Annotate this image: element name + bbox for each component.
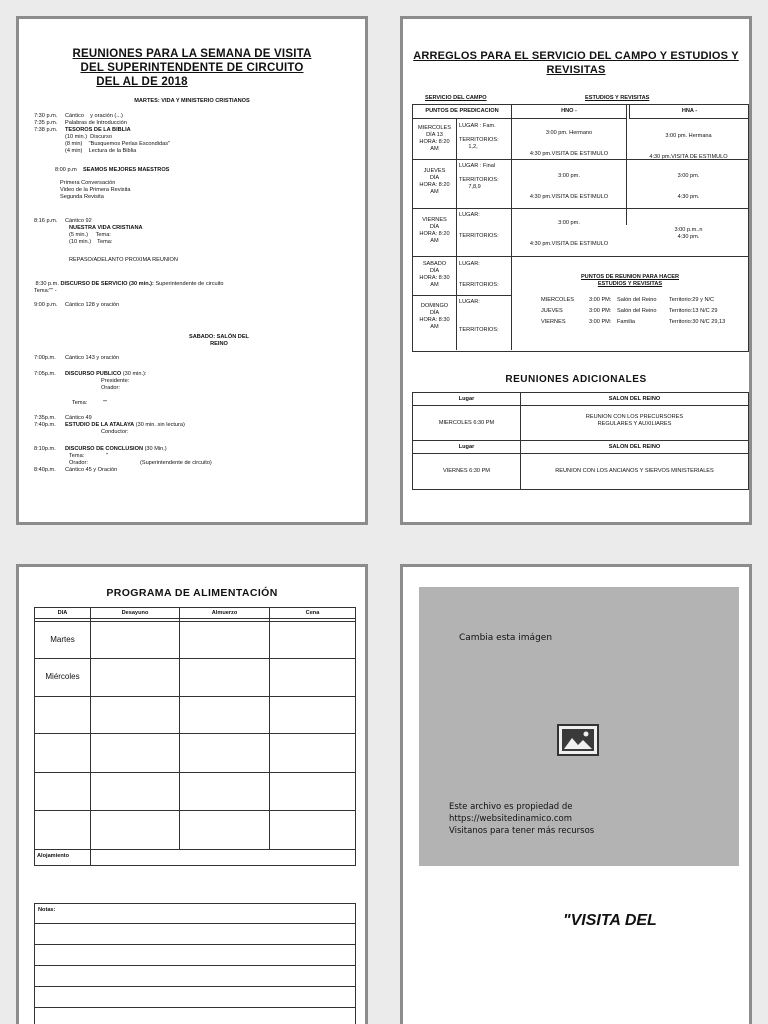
hna-cell: 3:00 pm. 4:30 pm. — [677, 173, 700, 200]
meal-col-dia: DIA — [57, 610, 68, 616]
puntos-title — [512, 274, 748, 288]
tema-line: Tema: "" — [72, 400, 107, 406]
column-divider — [456, 119, 457, 350]
row-text: Cántico 49 — [65, 415, 92, 421]
meal-program-title: PROGRAMA DE ALIMENTACIÓN — [106, 587, 278, 599]
row-time: 8:10p.m. — [34, 446, 56, 452]
row-time: 8:16 p.m. — [34, 218, 58, 224]
schedule-row — [34, 218, 92, 225]
tuesday-heading: MARTES: VIDA Y MINISTERIO CRISTIANOS — [134, 98, 250, 104]
puntos-title-line1: PUNTOS DE REUNION PARA HACER — [580, 274, 680, 280]
column-divider — [179, 608, 180, 849]
adic-col-lugar: Lugar — [458, 444, 475, 450]
meetings-title-line2: DEL SUPERINTENDENTE DE CIRCUITO — [80, 62, 304, 74]
row-text: DISCURSO PUBLICO — [65, 371, 122, 377]
page-cover — [400, 564, 752, 1024]
puntos-territorio: Territorio:13 N/C 29 — [669, 308, 718, 314]
alojamiento-label: Alojamiento — [37, 853, 70, 859]
row-note: (30 min.): — [121, 371, 147, 377]
row-text: Cántico 143 y oración — [65, 355, 120, 361]
meal-day-miercoles: Miércoles — [45, 672, 80, 681]
page-meal-program — [16, 564, 368, 1024]
row-time: 7:40p.m. — [34, 422, 56, 428]
page-meetings-schedule — [16, 16, 368, 525]
property-url: https://websitedinamico.com — [449, 814, 572, 824]
puntos-hora: 3:00 PM: — [589, 297, 612, 303]
property-notice — [449, 801, 594, 837]
row-note: (30 min. sin lectura) — [134, 422, 185, 428]
puntos-row — [541, 297, 748, 308]
orador-label: Orador: — [69, 460, 88, 466]
adicionales-title: REUNIONES ADICIONALES — [505, 374, 647, 385]
field-service-title-line1: ARREGLOS PARA EL SERVICIO DEL CAMPO Y ESTUDIOS Y — [413, 50, 739, 62]
change-image-text: Cambia esta imágen — [459, 633, 553, 643]
tema-line: Tema: " — [69, 453, 108, 459]
meetings-title-line1: REUNIONES PARA LA SEMANA DE VISITA — [72, 48, 312, 60]
adic-row2-what: REUNION CON LOS ANCIANOS Y SIERVOS MINISTERIALES — [555, 468, 714, 474]
row-text: SEAMOS MEJORES MAESTROS — [83, 167, 170, 173]
puntos-territorio: Territorio:30 N/C 29,13 — [669, 319, 726, 325]
puntos-title-line2: ESTUDIOS Y REVISITAS — [597, 281, 663, 287]
nvc-item: (10 min.) Tema: — [69, 239, 113, 245]
estudios-label: ESTUDIOS Y REVISITAS — [585, 95, 650, 101]
puntos-lugar: Salón del Reino — [617, 308, 657, 314]
maestros-item: Segunda Revisita — [60, 194, 104, 200]
maestros-item: Primera Conversación — [60, 180, 116, 186]
orador-line — [69, 460, 212, 467]
meal-day-martes: Martes — [50, 635, 75, 644]
image-placeholder-icon — [557, 724, 599, 756]
schedule-row — [34, 134, 112, 141]
adic-row2-when: VIERNES 6:30 PM — [443, 468, 490, 474]
meal-col-cena: Cena — [305, 610, 320, 616]
hna-cell: 3:00 p.m..n 4:30 pm. — [674, 227, 703, 240]
notes-line — [35, 923, 355, 924]
row-text: TESOROS DE LA BIBLIA — [65, 127, 131, 133]
row-divider — [35, 618, 355, 619]
adic-row1-what: REUNION CON LOS PRECURSORES REGULARES Y AUXILIARES — [585, 414, 684, 427]
puntos-hora: 3:00 PM: — [589, 308, 612, 314]
notes-line — [35, 944, 355, 945]
field-service-title-line2: REVISITAS — [546, 64, 606, 76]
day-cell-miercoles: MIERCOLES DÍA 13 HORA: 8:20 AM — [418, 125, 451, 152]
property-line: Visitanos para tener más recursos — [449, 826, 595, 836]
puntos-dia: VIERNES — [541, 319, 566, 325]
schedule-row — [34, 113, 123, 120]
puntos-hora: 3:00 PM: — [589, 319, 612, 325]
row-time: 8:30 p.m. — [34, 281, 59, 287]
hna-cell: 3:00 pm. Hermana 4:30 pm.VISITA DE ESTIMULO — [649, 133, 728, 160]
row-time: 7:30 p.m. — [34, 113, 58, 119]
orador-line: Orador: — [101, 385, 120, 391]
presidente-line: Presidente: — [101, 378, 130, 384]
lugar-cell: LUGAR: TERRITORIOS: — [459, 261, 499, 288]
schedule-row — [34, 127, 131, 134]
puntos-dia: MIERCOLES — [541, 297, 574, 303]
schedule-row — [34, 281, 224, 288]
puntos-list — [541, 297, 748, 330]
lugar-cell: LUGAR : Final TERRITORIOS: 7,8,9 — [459, 163, 499, 190]
column-divider — [90, 608, 91, 849]
schedule-row — [34, 467, 117, 474]
row-note: (30 Min.) — [143, 446, 167, 452]
column-divider — [269, 608, 270, 849]
puntos-row — [541, 308, 748, 319]
notes-box — [34, 903, 356, 1024]
service-grid — [412, 104, 749, 352]
property-line: Este archivo es propiedad de — [449, 802, 573, 812]
servicio-label: SERVICIO DEL CAMPO — [425, 95, 487, 101]
row-text: (8 min) "Busquemos Perlas Escondidas" — [65, 141, 171, 147]
row-divider — [35, 772, 355, 773]
row-text: Cántico y oración (...) — [65, 113, 123, 119]
image-placeholder[interactable] — [419, 587, 739, 866]
row-divider — [35, 810, 355, 811]
adic-col-salon: SALON DEL REINO — [608, 396, 661, 402]
page-field-service — [400, 16, 752, 525]
lugar-cell: LUGAR: TERRITORIOS: — [459, 299, 499, 333]
row-text: Palabras de Introducción — [65, 120, 127, 126]
meetings-title-line3: DEL AL DE 2018 — [96, 76, 188, 88]
schedule-row — [34, 141, 170, 148]
hno-cell: 3:00 pm. 4:30 pm.VISITA DE ESTIMULO — [529, 173, 609, 200]
row-divider — [35, 849, 355, 850]
row-time: 7:38 p.m. — [34, 127, 58, 133]
day-cell-sabado: SABADO DÍA HORA: 8:30 AM — [419, 261, 450, 288]
puntos-territorio: Territorio:29 y N/C — [669, 297, 715, 303]
row-text: (10 min.) Discurso — [65, 134, 112, 140]
row-time: 7:00p.m. — [34, 355, 56, 361]
row-time: 8:40p.m. — [34, 467, 56, 473]
hno-cell: 3:00 pm. 4:30 pm.VISITA DE ESTIMULO — [529, 220, 609, 247]
day-cell-domingo: DOMINGO DÍA HORA: 8:30 AM — [419, 303, 450, 330]
tema-line: Tema:"" - — [34, 288, 57, 294]
lugar-cell: LUGAR : Fam. TERRITORIOS: 1,2, — [459, 123, 499, 150]
adic-col-salon: SALON DEL REINO — [608, 444, 661, 450]
row-divider — [35, 621, 355, 622]
meal-table — [34, 607, 356, 866]
puntos-lugar: Salón del Reino — [617, 297, 657, 303]
row-divider — [413, 256, 748, 257]
repaso-text: REPASO/ADELANTO PROXIMA REUNION — [69, 257, 178, 263]
row-text: DISCURSO DE CONCLUSION — [65, 446, 144, 452]
row-divider — [413, 405, 748, 406]
day-cell-jueves: JUEVES DÍA HORA: 8:20 AM — [419, 168, 450, 195]
notes-label: Notas: — [38, 907, 56, 913]
schedule-row — [34, 371, 146, 378]
row-divider — [35, 733, 355, 734]
notes-line — [35, 965, 355, 966]
saturday-heading-line1: SABADO: SALÓN DEL — [189, 334, 249, 340]
saturday-heading — [169, 334, 269, 348]
maestros-item: Video de la Primera Revisita — [60, 187, 131, 193]
row-divider — [413, 295, 512, 296]
row-text: Cántico 92 — [65, 218, 92, 224]
row-text: DISCURSO DE SERVICIO (30 min.): — [60, 281, 154, 287]
row-time: 7:35 p.m. — [34, 120, 58, 126]
row-divider — [413, 453, 748, 454]
row-text: Cántico 128 y oración — [65, 302, 120, 308]
col-puntos-header: PUNTOS DE PREDICACION — [413, 105, 512, 119]
col-hna-header: HNA - — [629, 105, 749, 119]
row-divider — [413, 208, 748, 209]
row-time: 9:00 p.m. — [34, 302, 58, 308]
schedule-row — [34, 148, 136, 155]
row-note: Superintendente de circuito — [153, 281, 224, 287]
schedule-row — [34, 120, 127, 127]
orador-note: (Superintendente de circuito) — [139, 460, 212, 466]
hno-cell: 3:00 pm. Hermano 4:30 pm.VISITA DE ESTIMULO — [529, 130, 609, 157]
maestros-row — [55, 167, 169, 174]
row-time: 7:05p.m. — [34, 371, 56, 377]
adic-col-lugar: Lugar — [458, 396, 475, 402]
puntos-lugar: Familia — [617, 319, 636, 325]
saturday-heading-line2: REINO — [210, 341, 228, 347]
column-divider — [90, 849, 91, 865]
notes-line — [35, 1007, 355, 1008]
meal-col-almuerzo: Almuerzo — [211, 610, 238, 616]
day-cell-viernes: VIERNES DÍA HORA: 8:20 AM — [419, 217, 450, 244]
schedule-row — [34, 446, 167, 453]
schedule-row — [34, 422, 185, 429]
lugar-cell: LUGAR: TERRITORIOS: — [459, 212, 499, 239]
conductor-line: Conductor: — [101, 429, 129, 435]
row-divider — [35, 696, 355, 697]
schedule-row — [34, 355, 119, 362]
meal-col-desayuno: Desayuno — [121, 610, 149, 616]
puntos-dia: JUEVES — [541, 308, 563, 314]
row-divider — [413, 440, 748, 441]
adicionales-table — [412, 392, 749, 490]
row-text: Cántico 45 y Oración — [65, 467, 118, 473]
schedule-row — [34, 415, 92, 422]
column-divider — [626, 105, 627, 225]
row-text: ESTUDIO DE LA ATALAYA — [65, 422, 135, 428]
adic-row1-when: MIERCOLES 6:30 PM — [438, 420, 495, 426]
cover-title: "VISITA DEL — [563, 912, 657, 929]
schedule-row — [34, 302, 119, 309]
puntos-row — [541, 319, 748, 330]
col-hno-header: HNO - — [512, 105, 626, 119]
nvc-title: NUESTRA VIDA CRISTIANA — [69, 225, 143, 231]
nvc-item: (5 min.) Tema: — [69, 232, 111, 238]
row-divider — [35, 658, 355, 659]
row-time: 8:00 p.m — [55, 167, 77, 173]
notes-line — [35, 986, 355, 987]
row-text: (4 min) Lectura de la Biblia — [65, 148, 137, 154]
row-time: 7:35p.m. — [34, 415, 56, 421]
